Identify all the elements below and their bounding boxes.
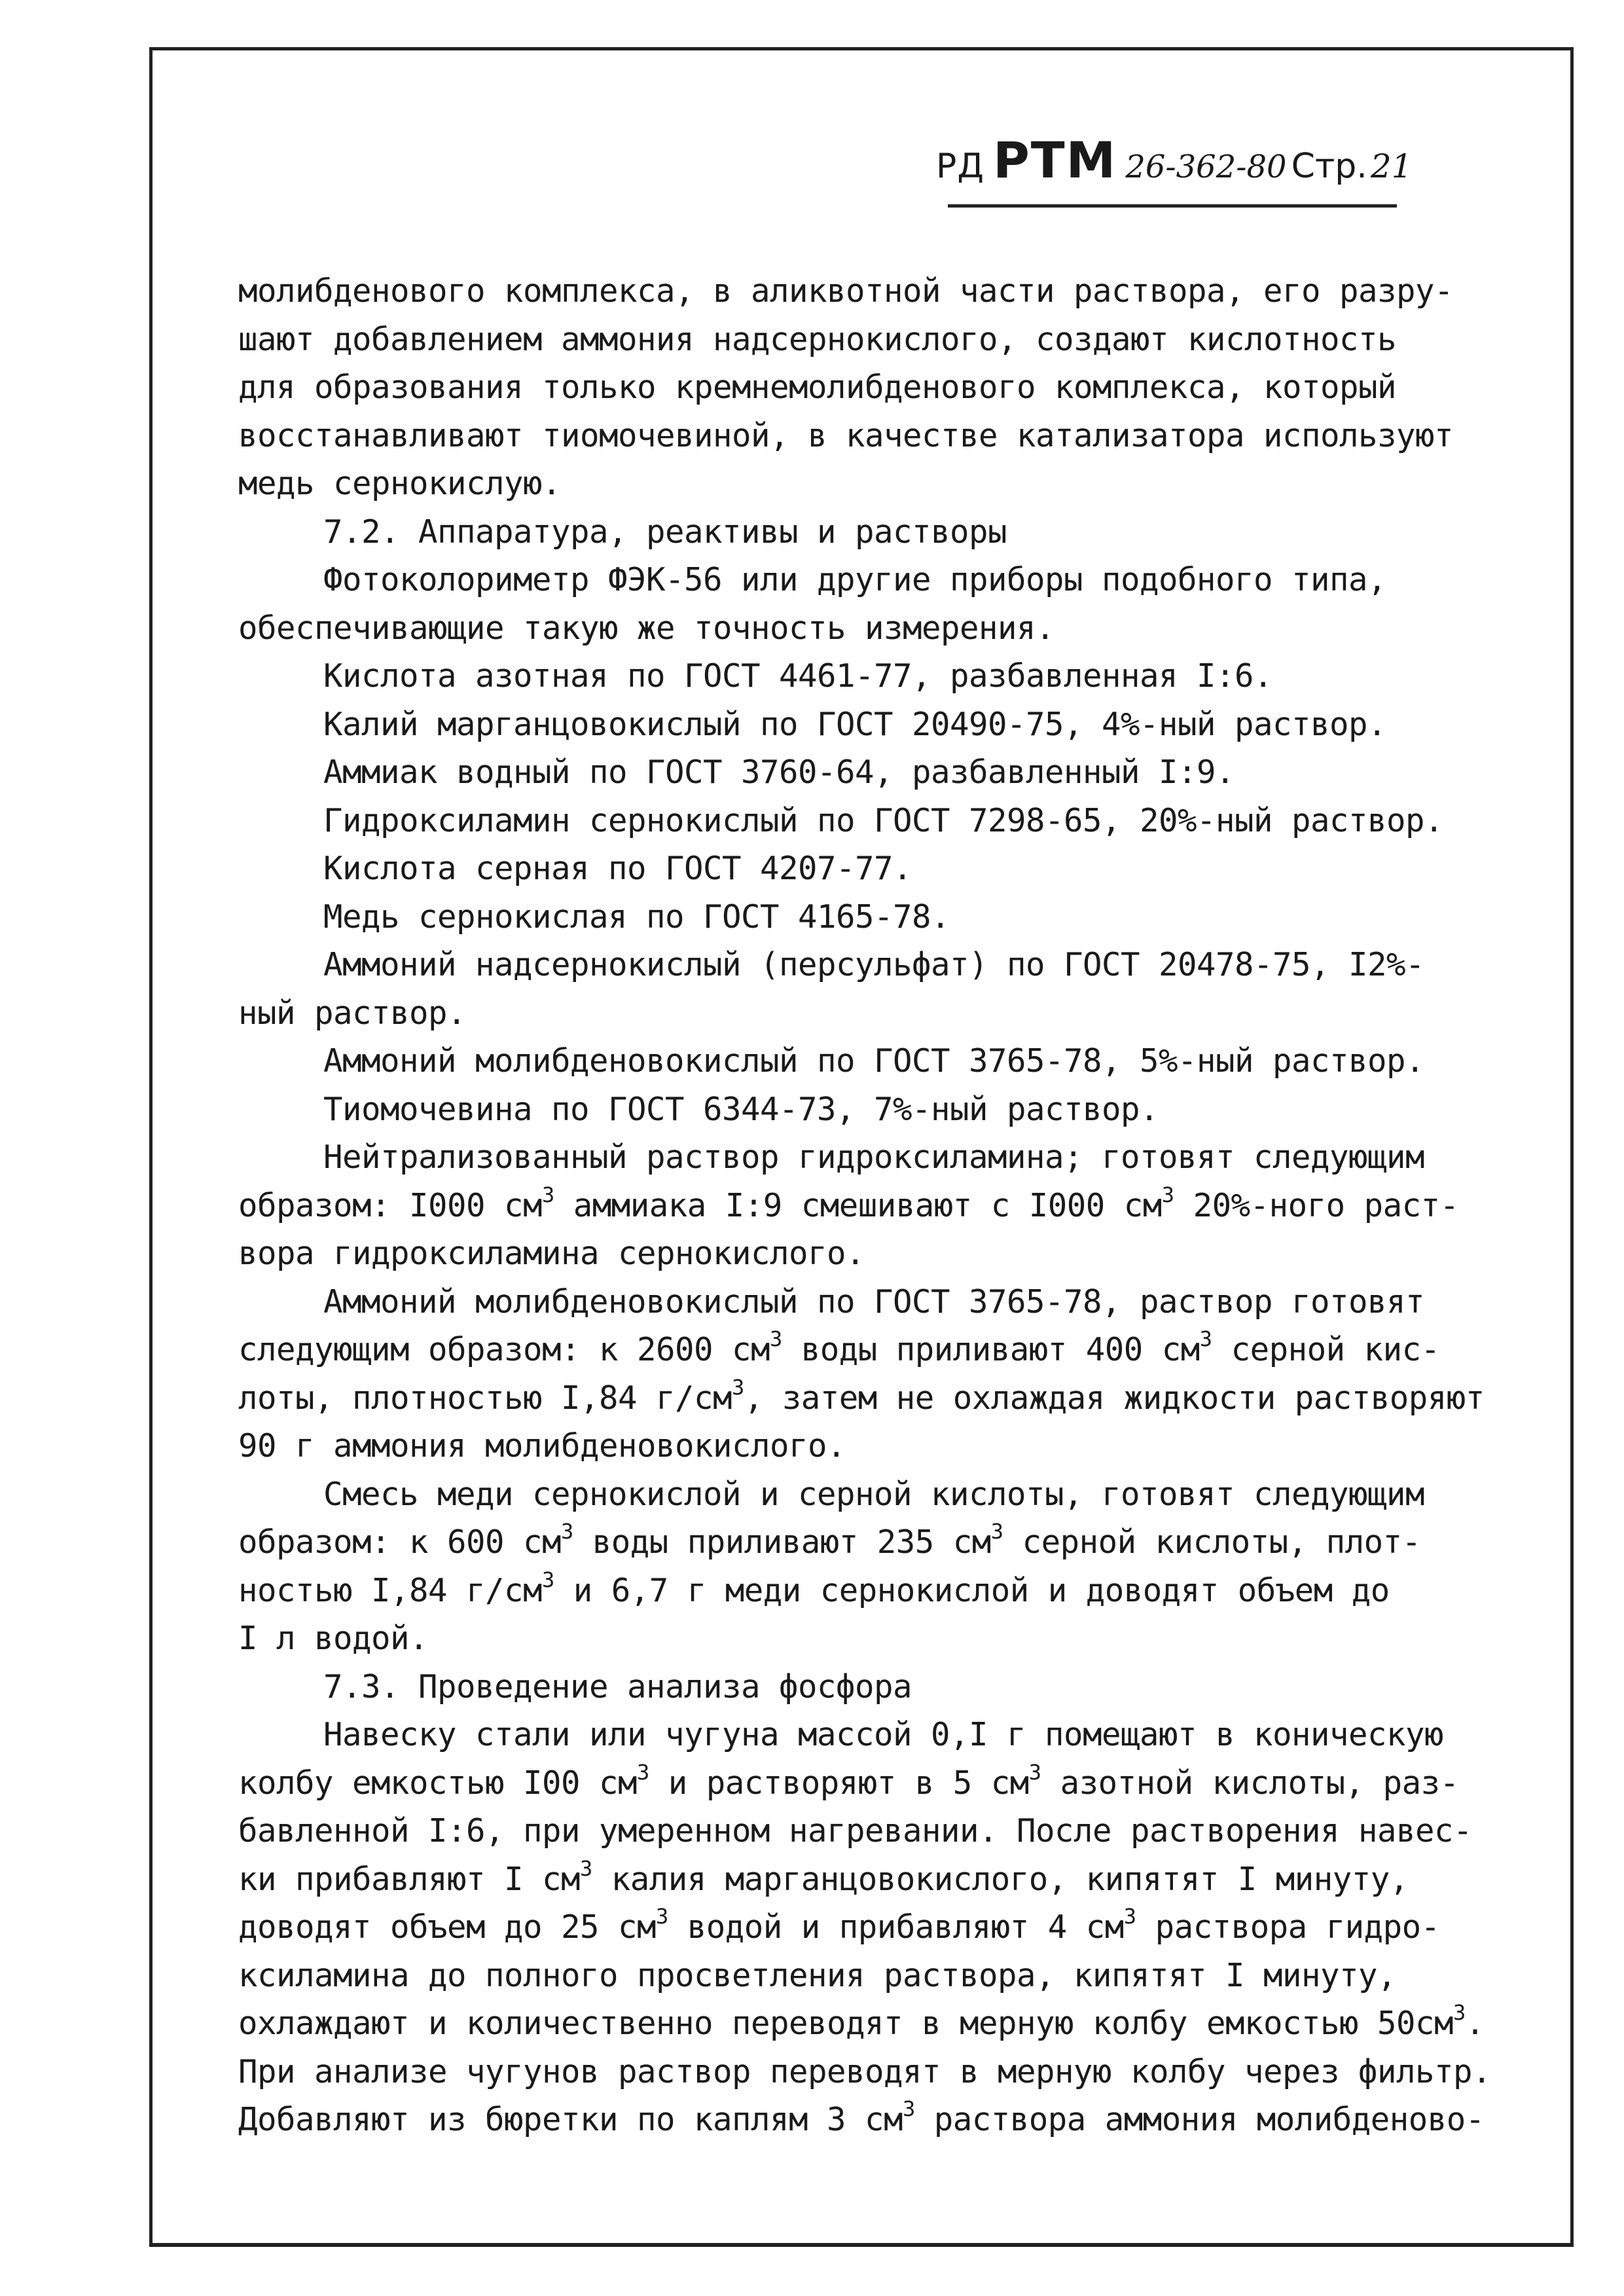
document-header — [936, 131, 1413, 203]
text-line: 7.2. Аппаратура, реактивы и растворы — [323, 513, 1007, 551]
text-line: Добавляют из бюретки по каплям 3 $см^3$ раствора аммония молибденово- — [238, 2096, 1485, 2138]
header-rtm: РТМ — [993, 131, 1117, 189]
text-line: Калий марганцовокислый по ГОСТ 20490-75, 4%-ный раствор. — [323, 705, 1387, 743]
text-line: Аммоний молибденовокислый по ГОСТ 3765-78, раствор готовят — [323, 1283, 1425, 1321]
text-line: Аммиак водный по ГОСТ 3760-64, разбавленный I:9. — [323, 754, 1235, 791]
text-line: Гидроксиламин сернокислый по ГОСТ 7298-65, 20%-ный раствор. — [323, 801, 1444, 839]
text-line: восстанавливают тиомочевиной, в качестве катализатора используют — [238, 416, 1454, 454]
text-line: Медь сернокислая по ГОСТ 4165-78. — [323, 898, 950, 936]
text-line: обеспечивающие такую же точность измерения. — [238, 609, 1055, 647]
text-line: ный раствор. — [238, 994, 467, 1032]
text-line: образом: к 600 $см^3$ воды приливают 235 $см^3$ серной кислоты, плот- — [238, 1519, 1421, 1561]
text-line: вора гидроксиламина сернокислого. — [238, 1235, 865, 1272]
header-page-label: Стр. — [1291, 147, 1367, 186]
text-line: ки прибавляют I $см^3$ калия марганцовокислого, кипятят I минуту, — [238, 1855, 1409, 1898]
text-line: Тиомочевина по ГОСТ 6344-73, 7%-ный раствор. — [323, 1090, 1159, 1128]
text-line: ностью I,84 $г/см^3$ и 6,7 г меди сернокислой и доводят объем до — [238, 1567, 1390, 1609]
text-line: Смесь меди сернокислой и серной кислоты, готовят следующим — [323, 1475, 1425, 1513]
text-line: медь сернокислую. — [238, 465, 562, 502]
header-page-number: 21 — [1370, 147, 1413, 185]
text-line: шают добавлением аммония надсернокислого, создают кислотность — [238, 320, 1397, 358]
text-line: Кислота азотная по ГОСТ 4461-77, разбавленная I:6. — [323, 657, 1273, 695]
text-line: лоты, плотностью I,84 $г/см^3$, затем не охлаждая жидкости растворяют — [238, 1374, 1485, 1417]
header-underline — [948, 204, 1397, 208]
header-prefix: РД — [936, 147, 984, 186]
text-line: ксиламина до полного просветления раствора, кипятят I минуту, — [238, 1956, 1397, 1994]
text-line: доводят объем до 25 $см^3$ водой и прибавляют 4 $см^3$ раствора гидро- — [238, 1904, 1440, 1946]
text-line: колбу емкостью I00 $см^3$ и растворяют в 5 $см^3$ азотной кислоты, раз- — [238, 1759, 1459, 1802]
text-line: Кислота серная по ГОСТ 4207-77. — [323, 850, 912, 887]
text-line: При анализе чугунов раствор переводят в мерную колбу через фильтр. — [238, 2052, 1492, 2090]
text-line: для образования только кремнемолибденового комплекса, который — [238, 369, 1397, 406]
text-line: Аммоний молибденовокислый по ГОСТ 3765-78, 5%-ный раствор. — [323, 1042, 1425, 1080]
text-line: 7.3. Проведение анализа фосфора — [323, 1667, 912, 1705]
text-line: Фотоколориметр ФЭК-56 или другие приборы подобного типа, — [323, 561, 1387, 598]
text-line: следующим образом: к 2600 $см^3$ воды приливают 400 $см^3$ серной кис- — [238, 1326, 1440, 1368]
text-line: I л водой. — [238, 1620, 429, 1657]
document-body — [238, 267, 1574, 2144]
text-line: бавленной I:6, при умеренном нагревании. После растворения навес- — [238, 1812, 1473, 1850]
text-line: образом: I000 $см^3$ аммиака I:9 смешивают с I000 $см^3$ 20%-ного раст- — [238, 1182, 1459, 1224]
text-line: Нейтрализованный раствор гидроксиламина; готовят следующим — [323, 1139, 1425, 1176]
text-line: Навеску стали или чугуна массой 0,I г помещают в коническую — [323, 1716, 1444, 1753]
header-doc-number: 26-362-80 — [1125, 149, 1287, 185]
text-line: охлаждают и количественно переводят в мерную колбу емкостью $50см^3$. — [238, 2000, 1485, 2042]
text-line: Аммоний надсернокислый (персульфат) по ГОСТ 20478-75, I2%- — [323, 946, 1425, 983]
text-line: 90 г аммония молибденовокислого. — [238, 1427, 846, 1465]
text-line: молибденового комплекса, в аликвотной части раствора, его разру- — [238, 272, 1454, 310]
